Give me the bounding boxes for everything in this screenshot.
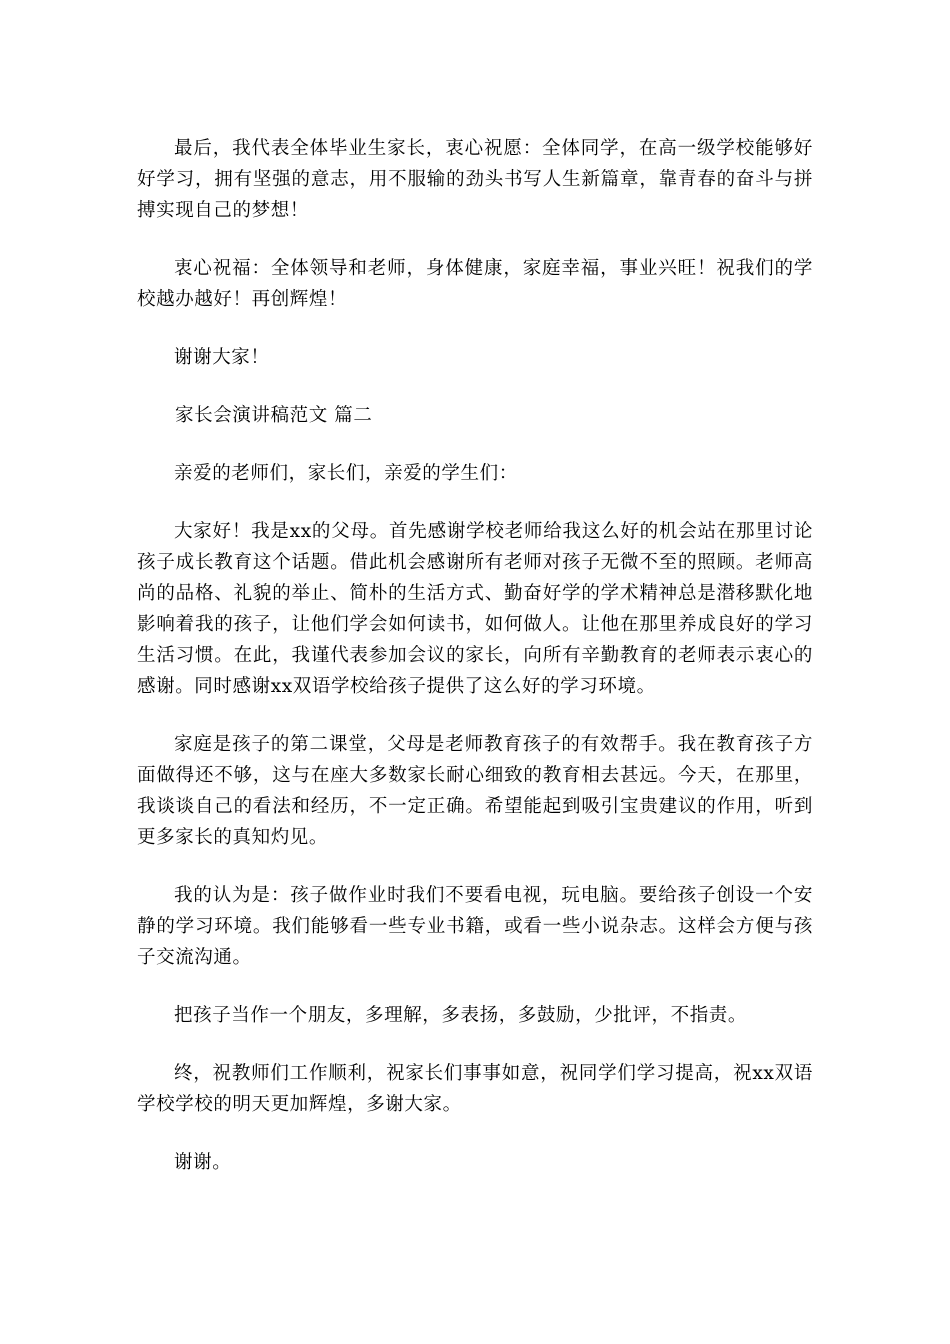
blessing-paragraph: 衷心祝福：全体领导和老师，身体健康，家庭幸福，事业兴旺！祝我们的学校越办越好！再创辉煌！ xyxy=(137,258,813,310)
document-page xyxy=(137,133,813,1205)
final-wishes-paragraph: 终，祝教师们工作顺利，祝家长们事事如意，祝同学们学习提高，祝xx双语学校学校的明天更加辉煌，多谢大家。 xyxy=(137,1063,813,1115)
greeting-paragraph: 大家好！我是xx的父母。首先感谢学校老师给我这么好的机会站在那里讨论孩子成长教育这个话题。借此机会感谢所有老师对孩子无微不至的照顾。老师高尚的品格、礼貌的举止、简朴的生活方式、勤奋好学的学术精神总是潜移默化地影响着我的孩子，让他们学会如何读书，如何做人。让他在那里养成良好的学习生活习惯。在此，我谨代表参加会议的家长，向所有辛勤教育的老师表示衷心的感谢。同时感谢xx双语学校给孩子提供了这么好的学习环境。 xyxy=(137,521,813,697)
family-classroom-paragraph: 家庭是孩子的第二课堂，父母是老师教育孩子的有效帮手。我在教育孩子方面做得还不够，这与在座大多数家长耐心细致的教育相去甚远。今天，在那里，我谈谈自己的看法和经历，不一定正确。希望能起到吸引宝贵建议的作用，听到更多家长的真知灼见。 xyxy=(137,734,813,848)
salutation-paragraph: 亲爱的老师们，家长们，亲爱的学生们： xyxy=(174,463,518,484)
thank-you-paragraph: 谢谢。 xyxy=(174,1152,232,1173)
friend-paragraph: 把孩子当作一个朋友，多理解，多表扬，多鼓励，少批评，不指责。 xyxy=(174,1005,748,1026)
closing-wishes-paragraph: 最后，我代表全体毕业生家长，衷心祝愿：全体同学，在高一级学校能够好好学习，拥有坚强的意志，用不服输的劲头书写人生新篇章，靠青春的奋斗与拼搏实现自己的梦想！ xyxy=(137,138,813,221)
opinion-paragraph: 我的认为是：孩子做作业时我们不要看电视，玩电脑。要给孩子创设一个安静的学习环境。我们能够看一些专业书籍，或看一些小说杂志。这样会方便与孩子交流沟通。 xyxy=(137,885,813,968)
thanks-paragraph: 谢谢大家！ xyxy=(174,347,270,368)
section-heading: 家长会演讲稿范文 篇二 xyxy=(175,405,373,426)
